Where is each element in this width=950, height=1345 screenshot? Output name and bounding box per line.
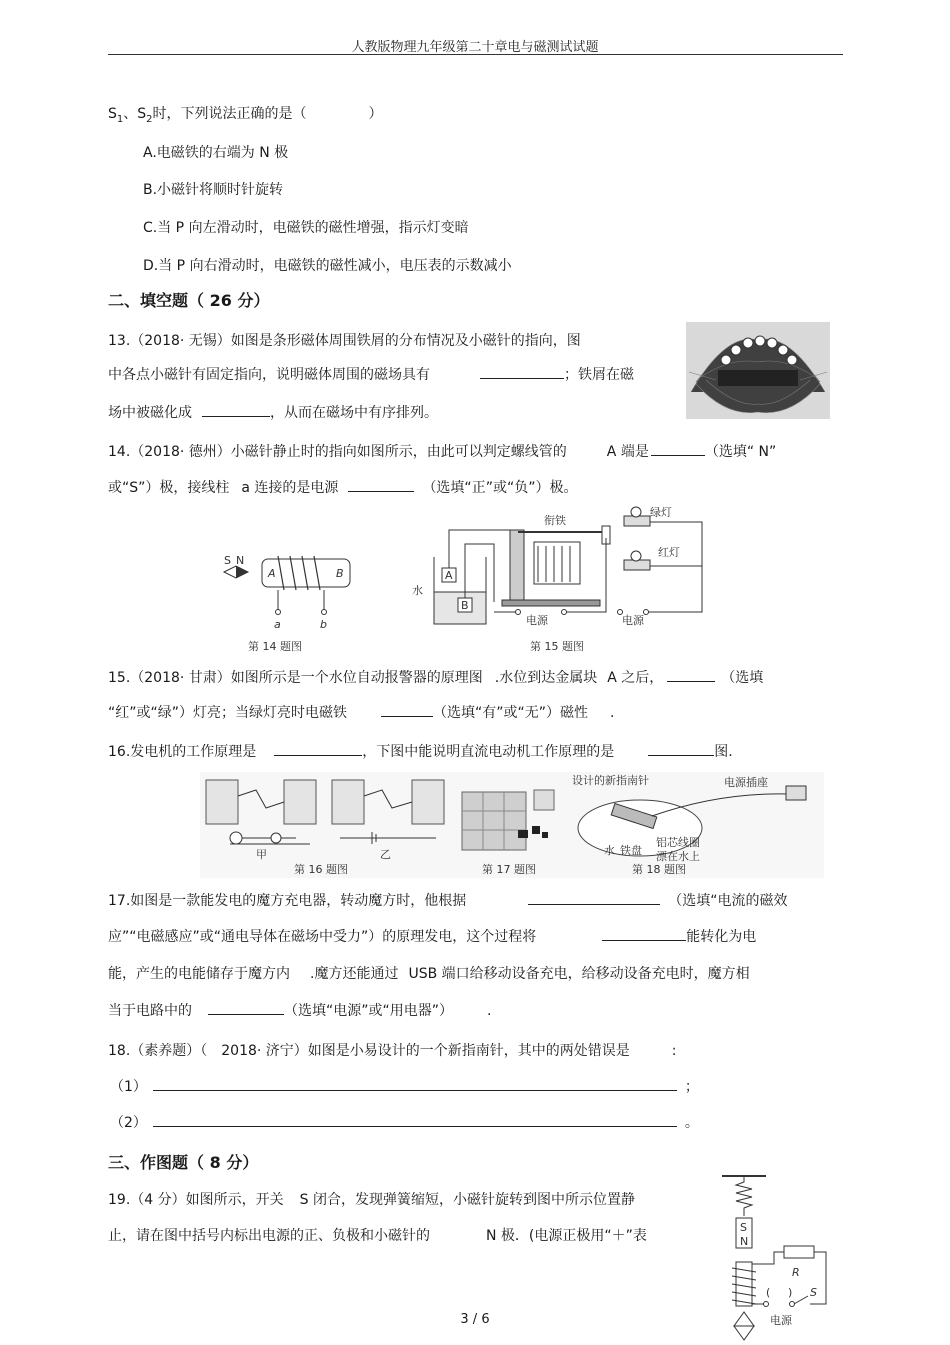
- q15-l2c: .: [610, 705, 615, 721]
- section2-suffix: 分）: [237, 291, 270, 310]
- fig15-caption: 第 15 题图: [530, 640, 584, 653]
- q19-line2: [108, 1225, 647, 1245]
- q15-l2a: “红”或“绿”）灯亮；当绿灯亮时电磁铁: [108, 705, 348, 721]
- fig15-water-label: 水: [412, 584, 423, 597]
- q12-s-label: S: [108, 106, 117, 122]
- fig18-caption: 第 18 题图: [632, 863, 686, 876]
- q19-l2b: N 极．(电源正极用“＋”表: [486, 1228, 647, 1244]
- q13-line1: 13.（2018· 无锡）如图是条形磁体周围铁屑的分布情况及小磁针的指向，图: [108, 333, 581, 349]
- q17-line1: [108, 890, 788, 910]
- q14-l2a: 或“S”）极，接线柱: [108, 480, 230, 496]
- q17-l4a: 当于电路中的: [108, 1003, 192, 1019]
- q13-line3: [108, 402, 438, 422]
- q14-blank1: [651, 441, 705, 456]
- q15-line2: [108, 702, 614, 722]
- q18-blank1: [153, 1076, 677, 1091]
- q14-blank2: [348, 477, 414, 492]
- q16-l1c: 图.: [714, 744, 733, 760]
- fig18-iron-plate-label: 铁盘: [620, 844, 642, 857]
- q17-l3b: .魔方还能通过: [310, 966, 399, 982]
- q17-l4b: （选填“电源”或“用电器”）: [284, 1003, 454, 1019]
- section2-heading: [108, 288, 269, 311]
- q17-l2b: 能转化为电: [686, 929, 757, 945]
- q15-blank1: [667, 667, 715, 682]
- q14-line1: [108, 441, 776, 461]
- q14-l2b: a 连接的是电源: [241, 480, 339, 496]
- q14-l1a: 14.（2018· 德州）小磁针静止时的指向如图所示，由此可以判定螺线管的: [108, 444, 567, 460]
- q13-iron-filings-photo: [686, 322, 830, 419]
- fig15-block-a: A: [445, 569, 453, 582]
- q17-line4: [108, 1000, 491, 1020]
- q14-l1b: A 端是: [606, 444, 649, 460]
- q17-blank2: [602, 926, 686, 941]
- section3-suffix: 分）: [226, 1153, 259, 1172]
- fig18-coil-label: 铝芯线圈: [656, 836, 700, 849]
- section3-heading: [108, 1150, 258, 1173]
- q13-line2: [108, 364, 634, 384]
- header-divider: [108, 54, 843, 55]
- q13-blank1: [480, 364, 564, 379]
- fig14-n-label: N: [236, 554, 245, 567]
- fig14-caption: 第 14 题图: [248, 640, 302, 653]
- q17-l3c: USB 端口给移动设备充电，给移动设备充电时，魔方相: [408, 966, 750, 982]
- fig19-paren-right: ): [788, 1286, 793, 1299]
- fig15-water-alarm-diagram: [406, 502, 712, 656]
- q12-stem: [108, 103, 383, 125]
- q14-line2: [108, 477, 577, 497]
- q12-option-d: D.当 P 向右滑动时，电磁铁的磁性减小，电压表的示数减小: [143, 258, 512, 274]
- fig18-socket-label: 电源插座: [724, 776, 768, 789]
- fig18-new-compass-label: 设计的新指南针: [572, 774, 649, 787]
- section2-prefix: 二、填空题（: [108, 291, 205, 310]
- q15-l1b: .水位到达金属块: [494, 670, 598, 686]
- q18-end2: 。: [684, 1115, 699, 1131]
- q12-option-c: C.当 P 向左滑动时，电磁铁的磁性增强，指示灯变暗: [143, 220, 469, 236]
- q15-l1d: （选填: [721, 670, 764, 686]
- fig19-switch-label: S: [810, 1286, 817, 1299]
- q17-line2: [108, 926, 756, 946]
- page-header-title: 人教版物理九年级第二十章电与磁测试试题: [351, 40, 599, 55]
- q18-l1b: 2018· 济宁）如图是小易设计的一个新指南针，其中的两处错误是: [221, 1043, 630, 1059]
- fig15-power2-label: 电源: [622, 614, 644, 627]
- q16-blank2: [648, 741, 714, 756]
- fig15-power1-label: 电源: [526, 614, 548, 627]
- fig19-resistor-label: R: [792, 1266, 800, 1279]
- fig16-yi-label: 乙: [380, 848, 391, 861]
- fig19-magnet-s: S: [740, 1221, 747, 1234]
- q17-l2a: 应”“电磁感应”或“通电导体在磁场中受力”）的原理发电，这个过程将: [108, 929, 537, 945]
- fig19-magnet-n: N: [740, 1235, 749, 1248]
- q18-line1: [108, 1040, 677, 1060]
- fig14-solenoid-diagram: [220, 548, 360, 656]
- q18-item2: [110, 1112, 699, 1132]
- section3-prefix: 三、作图题（: [108, 1153, 205, 1172]
- q16-l1a: 16.发电机的工作原理是: [108, 744, 257, 760]
- fig14-s-label: S: [224, 554, 231, 567]
- q14-l2c: （选填“正”或“负”）极。: [422, 480, 578, 496]
- q17-l4c: .: [487, 1003, 492, 1019]
- q12-stem-close: ）: [368, 106, 383, 122]
- fig15-block-b: B: [461, 599, 469, 612]
- q18-l1c: :: [671, 1043, 677, 1059]
- figs-16-17-18-row: [200, 772, 824, 878]
- q19-l1a: 19.（4 分）如图所示，开关: [108, 1192, 284, 1208]
- q12-sub1: 1: [116, 113, 124, 125]
- q17-blank3: [208, 1000, 284, 1015]
- q18-blank2: [153, 1112, 677, 1127]
- q16-line1: [108, 741, 733, 761]
- fig15-green-lamp-label: 绿灯: [650, 506, 672, 519]
- q16-l1b: ，下图中能说明直流电动机工作原理的是: [362, 744, 615, 760]
- q12-sep: 、S: [123, 106, 147, 122]
- section3-score: 8: [209, 1153, 221, 1172]
- q19-line1: [108, 1189, 635, 1209]
- q14-l1c: （选填“ N”: [704, 444, 777, 460]
- q13-l2a: 中各点小磁针有固定指向，说明磁体周围的磁场具有: [108, 367, 430, 383]
- fig16-jia-label: 甲: [256, 848, 267, 861]
- q13-l2b: ；铁屑在磁: [564, 367, 634, 383]
- q15-l1a: 15.（2018· 甘肃）如图所示是一个水位自动报警器的原理图: [108, 670, 483, 686]
- fig16-caption: 第 16 题图: [294, 863, 348, 876]
- q12-stem-text: 时，下列说法正确的是（: [152, 106, 307, 122]
- fig14-a-end: A: [268, 567, 276, 580]
- q18-item1: [110, 1076, 699, 1096]
- q15-line1: [108, 667, 763, 687]
- q15-blank2: [381, 702, 433, 717]
- fig18-water-label: 水: [604, 844, 615, 857]
- q17-l3a: 能，产生的电能储存于魔方内: [108, 966, 290, 982]
- q18-item1-label: （1）: [110, 1079, 147, 1095]
- fig15-red-lamp-label: 红灯: [658, 546, 680, 559]
- q12-option-a: A.电磁铁的右端为 N 极: [143, 145, 289, 161]
- fig14-terminal-a: a: [274, 618, 281, 631]
- q12-option-b: B.小磁针将顺时针旋转: [143, 182, 284, 198]
- q13-l3b: ，从而在磁场中有序排列。: [270, 405, 438, 421]
- fig14-b-end: B: [336, 567, 344, 580]
- fig18-float-label: 漂在水上: [656, 850, 700, 863]
- q13-l3a: 场中被磁化成: [108, 405, 192, 421]
- fig15-armature-label: 衔铁: [544, 514, 566, 527]
- q18-item2-label: （2）: [110, 1115, 147, 1131]
- q18-end1: ；: [684, 1079, 699, 1095]
- q18-l1a: 18.（素养题）（: [108, 1043, 208, 1059]
- fig19-paren-left: (: [766, 1286, 771, 1299]
- q16-blank1: [274, 741, 362, 756]
- q15-l2b: （选填“有”或“无”）磁性: [433, 705, 589, 721]
- q17-l1b: （选填“电流的磁效: [668, 893, 788, 909]
- q19-l1b: S 闭合，发现弹簧缩短，小磁针旋转到图中所示位置静: [299, 1192, 635, 1208]
- q19-l2a: 止，请在图中括号内标出电源的正、负极和小磁针的: [108, 1228, 430, 1244]
- q17-blank1: [528, 890, 660, 905]
- q13-blank2: [202, 402, 270, 417]
- q12-sub2: 2: [146, 113, 153, 125]
- fig17-caption: 第 17 题图: [482, 863, 536, 876]
- q17-line3: [108, 963, 750, 983]
- section2-score: 26: [209, 291, 232, 310]
- q17-l1a: 17.如图是一款能发电的魔方充电器，转动魔方时，他根据: [108, 893, 467, 909]
- fig14-terminal-b: b: [320, 618, 327, 631]
- fig19-power-label: 电源: [770, 1314, 792, 1327]
- page-number: 3 / 6: [460, 1312, 490, 1327]
- q15-l1c: A 之后，: [607, 670, 664, 686]
